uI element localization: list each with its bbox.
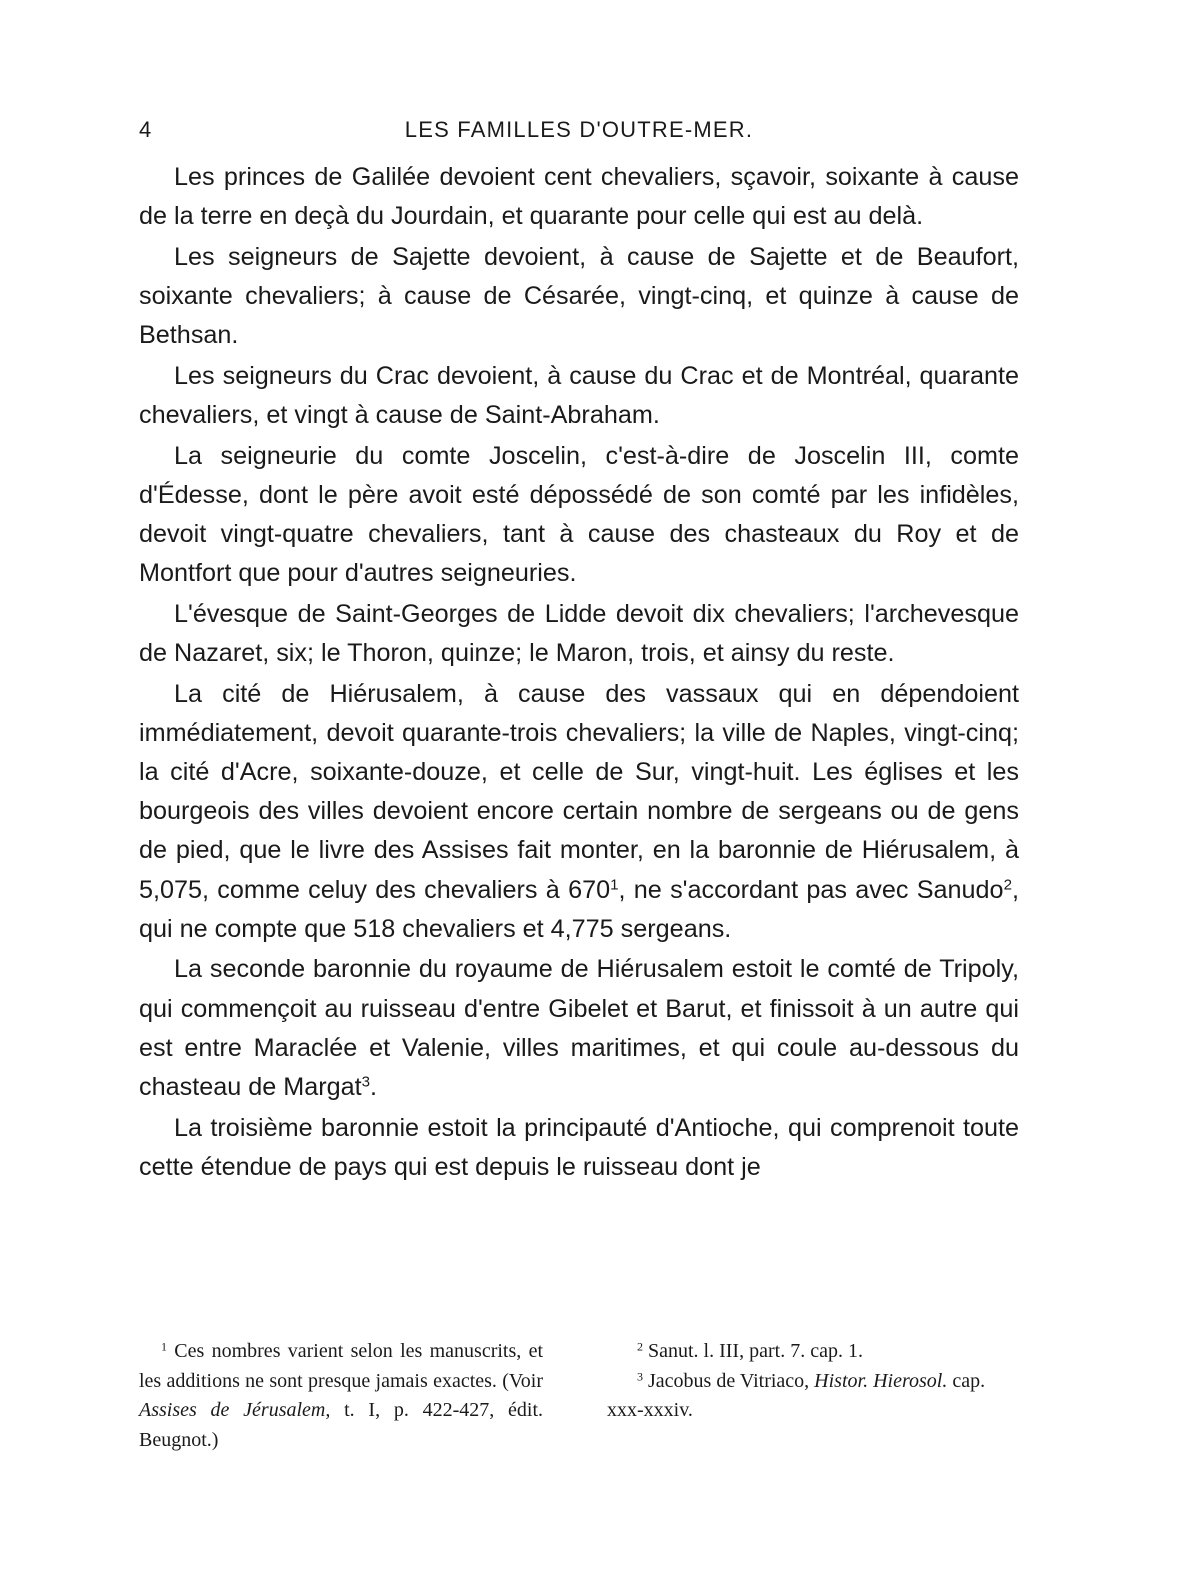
paragraph-text: , ne s'accordant pas avec Sanudo bbox=[618, 875, 1004, 904]
footnote-mark-2: 2 bbox=[637, 1339, 643, 1354]
page-number: 4 bbox=[139, 117, 153, 142]
footnote-text: Sanut. l. III, part. 7. cap. 1. bbox=[648, 1340, 863, 1362]
footnote-ref-1[interactable]: 1 bbox=[610, 876, 619, 894]
paragraph-text: . bbox=[370, 1073, 378, 1102]
footnotes-right-column bbox=[607, 1337, 1019, 1455]
footnotes bbox=[139, 1337, 1019, 1455]
footnote-text: Ces nombres varient selon les manuscrits, et les additions ne sont presque jamais exactes. (Voir bbox=[139, 1340, 543, 1392]
paragraph-evesque-lidde: L'évesque de Saint-Georges de Lidde devoit dix chevaliers; l'archevesque de Nazaret, six; le Thoron, quinze; le Maron, trois, et ainsy du reste. bbox=[139, 599, 1019, 667]
footnote-3 bbox=[607, 1367, 1019, 1426]
paragraph-text: La cité de Hiérusalem, à cause des vassaux qui en dépendoient immédiatement, devoit quarante-trois chevaliers; la ville de Naples, vingt-cinq; la cité d'Acre, soixante-douze, et celle de Sur, vingt-huit. Les églises et les bourgeois des villes devoient encore certain nombre de sergeans ou de gens de pied, que le livre des Assises fait monter, en la baronnie de Hiérusalem, à 5,075, comme celuy des chevaliers à 670 bbox=[139, 679, 1019, 904]
footnote-mark-1: 1 bbox=[161, 1339, 167, 1354]
paragraph-galilee: Les princes de Galilée devoient cent chevaliers, sçavoir, soixante à cause de la terre en deçà du Jourdain, et quarante pour celle qui est au delà. bbox=[139, 163, 1019, 231]
footnote-ref-2[interactable]: 2 bbox=[1003, 876, 1012, 894]
footnote-mark-3: 3 bbox=[637, 1368, 643, 1383]
footnote-ref-3[interactable]: 3 bbox=[361, 1073, 371, 1091]
footnote-italic-title: Histor. Hierosol. bbox=[814, 1369, 948, 1392]
paragraph-antioche: La troisième baronnie estoit la principauté d'Antioche, qui comprenoit toute cette étendue de pays qui est depuis le ruisseau dont je bbox=[139, 1113, 1019, 1181]
paragraph-crac: Les seigneurs du Crac devoient, à cause du Crac et de Montréal, quarante chevaliers, et vingt à cause de Saint-Abraham. bbox=[139, 361, 1019, 429]
footnote-italic-title: Assises de Jérusalem, bbox=[139, 1399, 331, 1421]
paragraph-joscelin: La seigneurie du comte Joscelin, c'est-à-dire de Joscelin III, comte d'Édesse, dont le père avoit esté dépossédé de son comté par les infidèles, devoit vingt-quatre chevaliers, tant à cause des chasteaux du Roy et de Montfort que pour d'autres seigneuries. bbox=[139, 441, 1019, 588]
footnote-text: Jacobus de Vitriaco, bbox=[648, 1369, 815, 1392]
paragraph-hierusalem bbox=[139, 675, 1019, 949]
paragraph-sajette: Les seigneurs de Sajette devoient, à cause de Sajette et de Beaufort, soixante chevaliers; à cause de Césarée, vingt-cinq, et quinze à cause de Bethsan. bbox=[139, 242, 1019, 350]
paragraph-tripoly bbox=[139, 950, 1019, 1107]
paragraph-text: La seconde baronnie du royaume de Hiérusalem estoit le comté de Tripoly, qui commençoit au ruisseau d'entre Gibelet et Barut, et finissoit à un autre qui est entre Maraclée et Valenie, villes maritimes, et qui coule au-dessous du chasteau de Margat bbox=[139, 955, 1019, 1102]
footnotes-left-column bbox=[139, 1337, 543, 1455]
footnote-text: cap. xxx-xxxiv. bbox=[607, 1369, 986, 1421]
running-title: LES FAMILLES D'OUTRE-MER. bbox=[404, 117, 754, 142]
main-text bbox=[139, 158, 1019, 1187]
paragraph-text: , qui ne compte que 518 chevaliers et 4,775 sergeans. bbox=[139, 875, 1019, 943]
footnote-2 bbox=[607, 1337, 1019, 1367]
footnote-text: t. I, p. 422-427, édit. Beugnot.) bbox=[139, 1399, 544, 1451]
running-head bbox=[139, 117, 1019, 147]
footnote-1 bbox=[139, 1337, 543, 1455]
